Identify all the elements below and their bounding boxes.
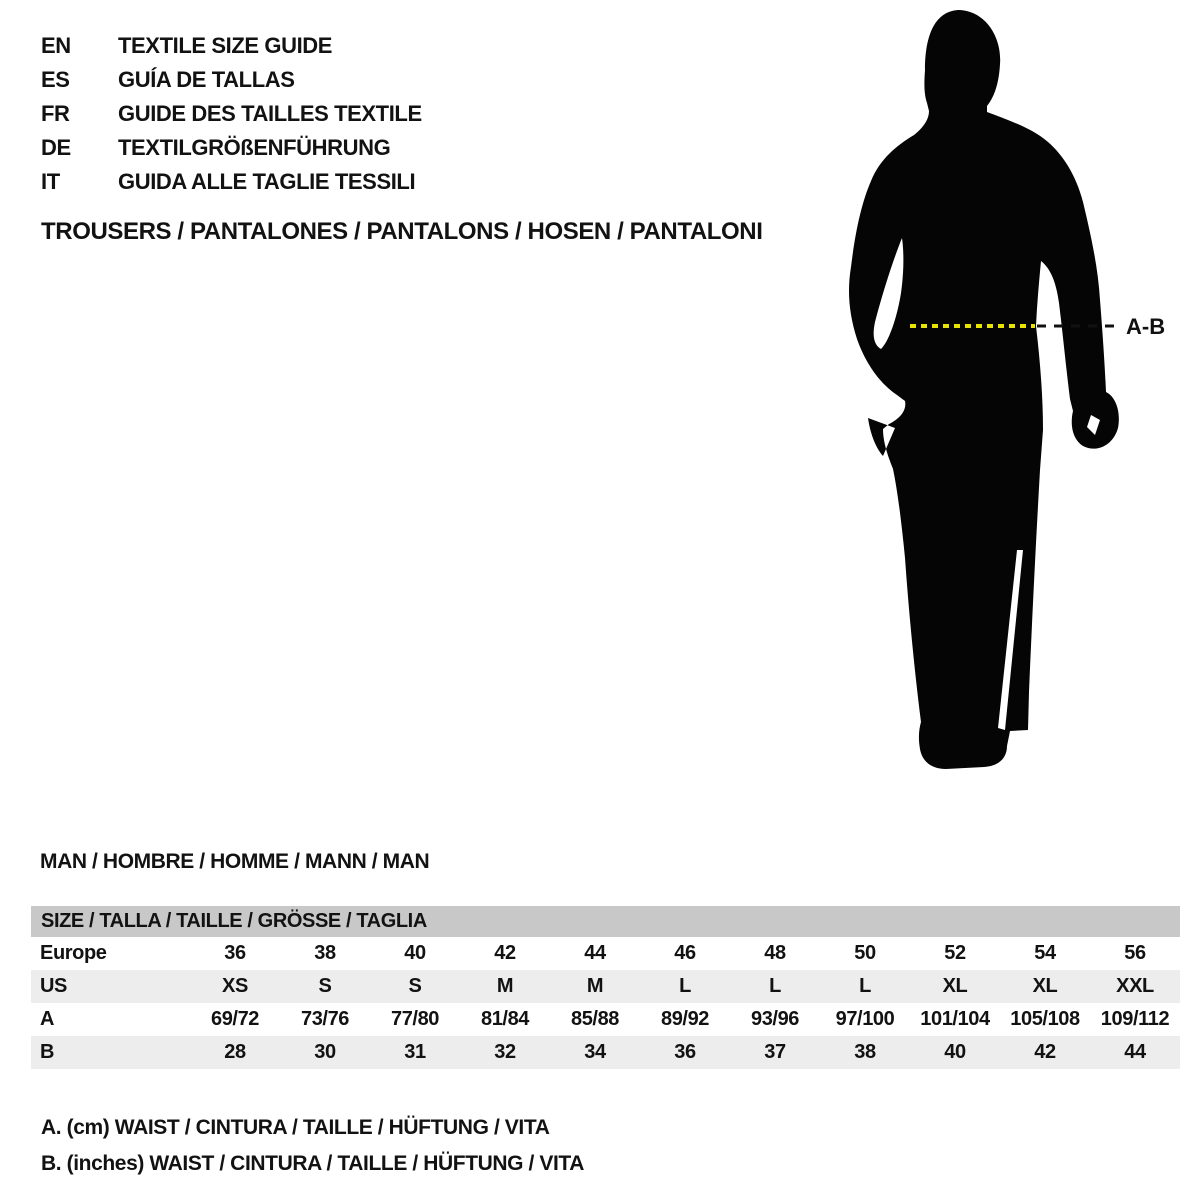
size-cell: 36	[674, 1041, 696, 1063]
language-title: GUÍA DE TALLAS	[118, 67, 295, 92]
language-title: GUIDA ALLE TAGLIE TESSILI	[118, 169, 416, 194]
size-cell: 93/96	[750, 1008, 800, 1030]
size-cell: L	[859, 975, 871, 997]
size-cell: L	[679, 975, 691, 997]
language-title: GUIDE DES TAILLES TEXTILE	[118, 101, 422, 126]
size-cell: 36	[224, 942, 246, 964]
language-row-fr	[41, 97, 422, 131]
size-cell: 34	[584, 1041, 606, 1063]
size-cell: 109/112	[1100, 1008, 1170, 1030]
size-cell: 44	[584, 942, 606, 964]
size-cell: 32	[494, 1041, 516, 1063]
size-cell: 52	[944, 942, 966, 964]
language-code: FR	[41, 101, 70, 126]
size-cell: 37	[764, 1041, 786, 1063]
row-label: Europe	[40, 942, 107, 964]
size-cell: XL	[1032, 975, 1058, 997]
language-row-en	[41, 29, 422, 63]
size-cell: XXL	[1116, 975, 1154, 997]
size-cell: 77/80	[390, 1008, 440, 1030]
size-cell: S	[318, 975, 332, 997]
language-row-es	[41, 63, 422, 97]
size-cell: S	[408, 975, 422, 997]
size-cell: M	[586, 975, 604, 997]
size-cell: L	[769, 975, 781, 997]
size-cell: 105/108	[1010, 1008, 1080, 1030]
size-cell: 28	[224, 1041, 246, 1063]
size-cell: XS	[222, 975, 248, 997]
language-title: TEXTILGRÖßENFÜHRUNG	[118, 135, 391, 160]
footnote-a: A. (cm) WAIST / CINTURA / TAILLE / HÜFTUNG / VITA	[41, 1116, 550, 1139]
size-cell: 50	[854, 942, 876, 964]
table-row-us	[31, 970, 1180, 1003]
size-cell: 81/84	[480, 1008, 530, 1030]
man-figure	[830, 5, 1170, 805]
size-cell: 54	[1034, 942, 1056, 964]
size-cell: 69/72	[210, 1008, 260, 1030]
size-cell: 38	[314, 942, 336, 964]
size-cell: 42	[494, 942, 516, 964]
footnote-b: B. (inches) WAIST / CINTURA / TAILLE / HÜFTUNG / VITA	[41, 1152, 585, 1175]
size-cell: 101/104	[920, 1008, 990, 1030]
language-code: EN	[41, 33, 71, 58]
size-cell: 97/100	[835, 1008, 895, 1030]
size-table-header: SIZE / TALLA / TAILLE / GRÖSSE / TAGLIA	[31, 906, 1180, 937]
size-cell: 31	[404, 1041, 426, 1063]
man-silhouette	[849, 10, 1119, 769]
language-code: ES	[41, 67, 70, 92]
language-title-block	[41, 29, 422, 199]
size-cell: 44	[1124, 1041, 1146, 1063]
size-table	[31, 906, 1180, 1069]
category-title: TROUSERS / PANTALONES / PANTALONS / HOSEN / PANTALONI	[41, 218, 763, 245]
size-table-body	[31, 937, 1180, 1069]
size-cell: 48	[764, 942, 786, 964]
measure-label-ab: A-B	[1126, 314, 1166, 339]
size-cell: 85/88	[570, 1008, 620, 1030]
size-cell: 73/76	[300, 1008, 350, 1030]
language-row-it	[41, 165, 422, 199]
table-row-b	[31, 1036, 1180, 1069]
table-row-europe	[31, 937, 1180, 970]
language-title: TEXTILE SIZE GUIDE	[118, 33, 333, 58]
language-row-de	[41, 131, 422, 165]
table-row-a	[31, 1003, 1180, 1036]
size-cell: M	[496, 975, 514, 997]
size-cell: 38	[854, 1041, 876, 1063]
row-label: US	[40, 975, 67, 997]
gender-title: MAN / HOMBRE / HOMME / MANN / MAN	[40, 850, 430, 873]
man-silhouette-svg	[830, 5, 1170, 805]
size-cell: 42	[1034, 1041, 1056, 1063]
row-label: A	[40, 1008, 55, 1030]
footnotes	[41, 1110, 584, 1182]
row-label: B	[40, 1041, 55, 1063]
size-cell: XL	[942, 975, 968, 997]
size-cell: 30	[314, 1041, 336, 1063]
language-code: DE	[41, 135, 71, 160]
size-cell: 40	[944, 1041, 966, 1063]
size-cell: 40	[404, 942, 426, 964]
size-cell: 89/92	[660, 1008, 710, 1030]
size-cell: 56	[1124, 942, 1146, 964]
language-code: IT	[41, 169, 60, 194]
size-cell: 46	[674, 942, 696, 964]
